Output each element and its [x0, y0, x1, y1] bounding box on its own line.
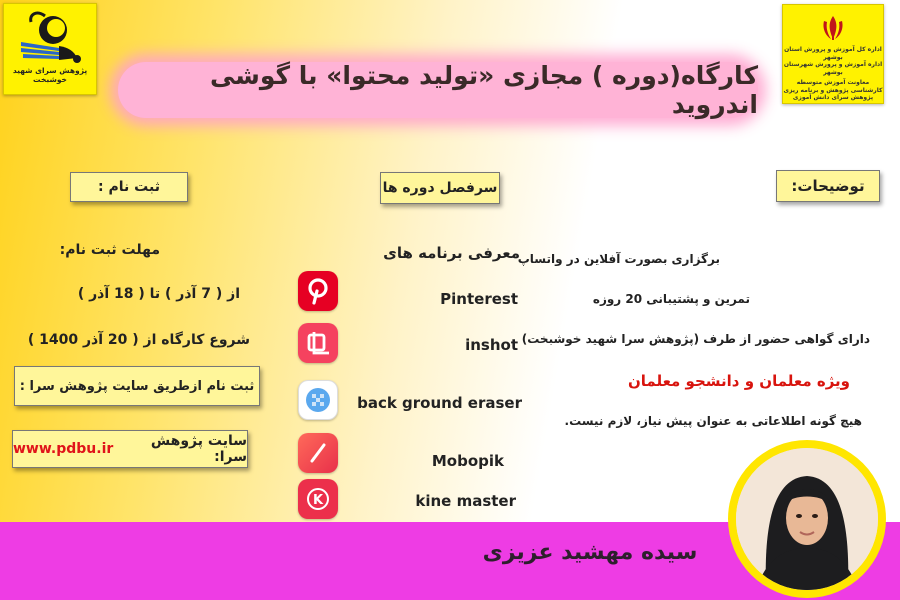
app-name-inshot: inshot [465, 336, 518, 354]
logo-right-line: پژوهش سرای دانش آموزی [792, 94, 874, 101]
logo-left-caption: پژوهش سرای شهید خوشبخت [12, 66, 88, 85]
background-eraser-icon [298, 380, 338, 420]
register-via-site-text: ثبت نام ازطریق سایت پژوهش سرا : [19, 378, 255, 394]
inshot-icon [298, 323, 338, 363]
description-line: دارای گواهی حضور از طرف (پژوهش سرا شهید خوشبخت) [521, 332, 870, 346]
description-header: توضیحات: [776, 170, 880, 202]
description-line: برگزاری بصورت آفلاین در واتساپ [517, 252, 720, 266]
logo-right-line: اداره آموزش و پرورش شهرستان بوشهر [783, 61, 883, 76]
site-label: سایت پژوهش سرا: [150, 433, 247, 465]
svg-text:K: K [312, 493, 324, 508]
app-name-pinterest: Pinterest [440, 290, 518, 308]
instructor-photo-frame [728, 440, 886, 598]
instructor-photo [736, 448, 878, 590]
description-line: تمرین و پشتیبانی 20 روزه [592, 292, 750, 306]
instructor-name: سیده مهشید عزیزی [482, 540, 698, 565]
mobopik-icon [298, 433, 338, 473]
registration-date-range: از ( 7 آذر ) تا ( 18 آذر ) [77, 286, 240, 302]
app-name-mobopik: Mobopik [431, 452, 504, 470]
iran-emblem-icon [818, 13, 848, 43]
kinemaster-icon [298, 479, 338, 519]
logo-right-line: کارشناسی پژوهش و برنامه ریزی [783, 86, 883, 94]
pinterest-icon [298, 271, 338, 311]
app-name-background-eraser: back ground eraser [357, 394, 522, 412]
syllabus-header: سرفصل دوره ها [380, 172, 500, 204]
pajoheshsara-logo [3, 3, 97, 95]
register-via-site-box [14, 366, 260, 406]
book-swan-icon [15, 8, 85, 66]
description-note: هیچ گونه اطلاعاتی به عنوان پیش نیاز، لازم نیست. [564, 414, 862, 428]
registration-deadline-label: مهلت ثبت نام: [59, 242, 160, 258]
logo-right-line: اداره کل آموزش و پرورش استان بوشهر [784, 46, 882, 61]
register-header: ثبت نام : [70, 172, 188, 202]
description-highlight: ویژه معلمان و دانشجو معلمان [627, 372, 850, 390]
site-url-link[interactable]: www.pdbu.ir [13, 441, 114, 457]
page-title: کارگاه(دوره ) مجازی «تولید محتوا» با گوشی اندروید [210, 61, 758, 119]
app-name-kinemaster: kine master [415, 492, 516, 510]
site-box [12, 430, 248, 468]
logo-right-line: معاونت آموزش متوسطه [796, 79, 870, 86]
education-department-logo [782, 4, 884, 104]
workshop-start-date: شروع کارگاه از ( 20 آذر 1400 ) [27, 332, 250, 348]
syllabus-intro: معرفی برنامه های [383, 244, 520, 262]
